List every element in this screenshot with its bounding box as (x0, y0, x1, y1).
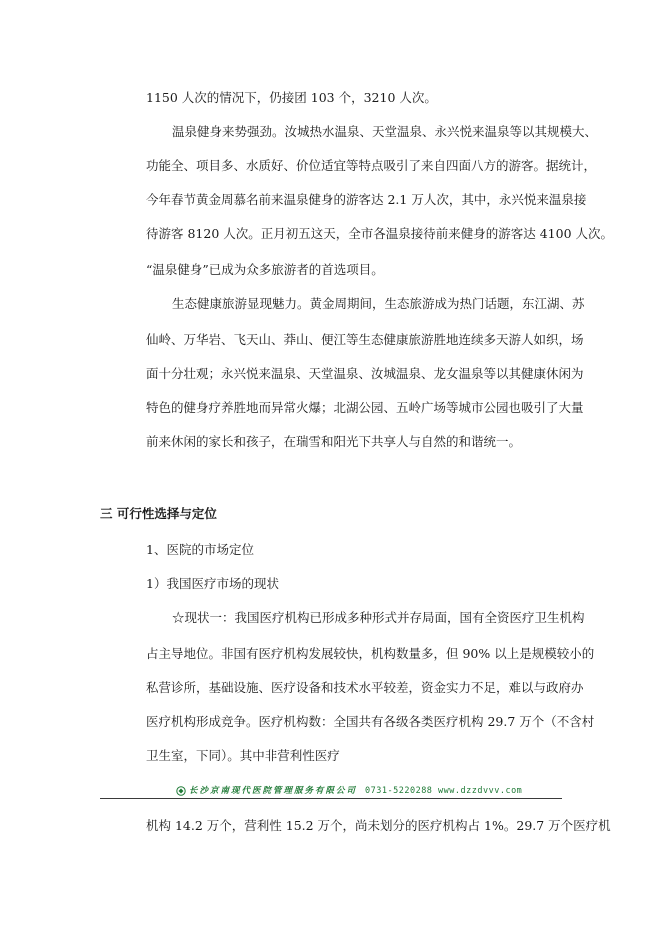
text-line: 仙岭、万华岩、飞天山、莽山、便江等生态健康旅游胜地连续多天游人如织，场 (146, 332, 584, 347)
text-line: 机构 14.2 万个，营利性 15.2 万个，尚未划分的医疗机构占 1%。29.7 万个医疗机 (146, 818, 611, 833)
text-line: 卫生室，下同）。其中非营利性医疗 (146, 748, 340, 763)
text-line: 私营诊所，基础设施、医疗设备和技术水平较差，资金实力不足，难以与政府办 (146, 680, 584, 695)
text-line: “温泉健身”已成为众多旅游者的首选项目。 (146, 262, 384, 277)
text-line: 1150 人次的情况下，仍接团 103 个，3210 人次。 (146, 90, 437, 105)
subsection-heading: 1）我国医疗市场的现状 (146, 576, 279, 591)
paragraph-first-line: 温泉健身来势强劲。汝城热水温泉、天堂温泉、永兴悦来温泉等以其规模大、 (172, 124, 598, 139)
text-line: 特色的健身疗养胜地而异常火爆；北湖公园、五岭广场等城市公园也吸引了大量 (146, 400, 584, 415)
company-logo-icon (176, 786, 186, 796)
subsection-heading: 1、医院的市场定位 (146, 542, 254, 557)
footer-company-name: 长沙京南现代医院管理服务有限公司 (189, 786, 358, 796)
text-line: 待游客 8120 人次。正月初五这天，全市各温泉接待前来健身的游客达 4100 人次。 (146, 226, 614, 241)
text-line: 今年春节黄金周慕名前来温泉健身的游客达 2.1 万人次，其中，永兴悦来温泉接 (146, 192, 587, 207)
text-line: 功能全、项目多、水质好、价位适宜等特点吸引了来自四面八方的游客。据统计， (146, 158, 597, 173)
text-line: 医疗机构形成竞争。医疗机构数：全国共有各级各类医疗机构 29.7 万个（不含村 (146, 714, 595, 729)
text-line: 占主导地位。非国有医疗机构发展较快，机构数量多，但 90% 以上是规模较小的 (146, 646, 595, 661)
page-footer (176, 784, 522, 798)
paragraph-first-line: ☆现状一：我国医疗机构已形成多种形式并存局面，国有全资医疗卫生机构 (172, 610, 585, 625)
paragraph-first-line: 生态健康旅游显现魅力。黄金周期间，生态旅游成为热门话题，东江湖、苏 (172, 296, 585, 311)
footer-divider (100, 798, 562, 799)
text-line: 面十分壮观；永兴悦来温泉、天堂温泉、汝城温泉、龙女温泉等以其健康休闲为 (146, 366, 584, 381)
text-line: 前来休闲的家长和孩子，在瑞雪和阳光下共享人与自然的和谐统一。 (146, 434, 522, 449)
section-heading: 三 可行性选择与定位 (100, 506, 217, 521)
footer-contact: 0731-5220288 www.dzzdvvv.com (365, 786, 523, 796)
